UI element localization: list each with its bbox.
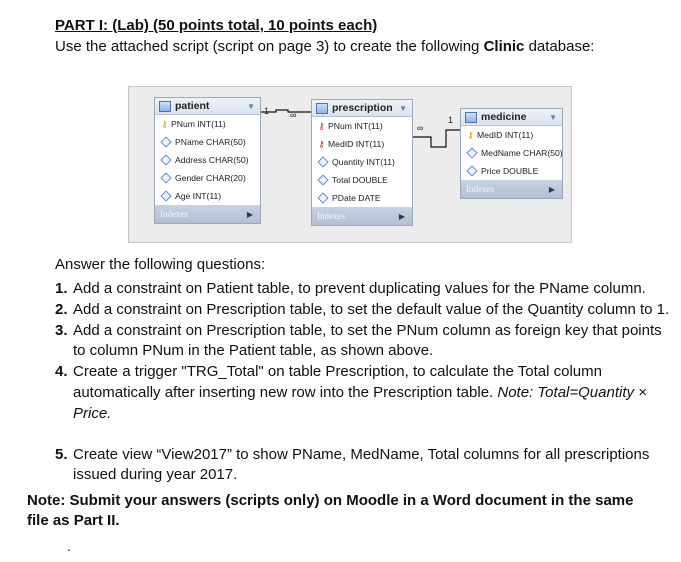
table-column-row: PDate DATE — [312, 189, 412, 207]
prescription-table-header[interactable] — [312, 100, 412, 117]
foreign-key-icon: ⚷ — [318, 120, 325, 131]
patient-table-name: patient — [175, 100, 210, 112]
table-column-row: ⚷ PNum INT(11) — [318, 120, 383, 131]
primary-key-icon: ⚷ — [467, 129, 474, 140]
formula-note: Note: Total=Quantity × Price. — [73, 383, 647, 422]
primary-key-icon: ⚷ — [161, 118, 168, 129]
table-icon — [316, 103, 328, 114]
table-column-row: ⚷ PNum INT(11) — [161, 118, 226, 129]
question-item: 2. Add a constraint on Prescription table, to set the default value of the Quantity column to 1. — [55, 300, 670, 318]
table-column-row: Total DOUBLE — [312, 171, 412, 189]
column-diamond-icon — [317, 156, 328, 167]
table-column-row: PName CHAR(50) — [155, 133, 260, 151]
medicine-table-header[interactable] — [461, 109, 562, 126]
column-diamond-icon — [160, 190, 171, 201]
table-icon — [159, 101, 171, 112]
table-column-row: Price DOUBLE — [461, 162, 562, 180]
expand-arrow-icon[interactable]: ▶ — [246, 209, 253, 219]
table-column-row: ⚷ MedID INT(11) — [318, 138, 385, 149]
medicine-indexes-footer[interactable]: Indexes ▶ — [461, 180, 562, 198]
table-column-row: Age INT(11) — [155, 187, 260, 205]
table-column-row: ⚷ MedID INT(11) — [467, 129, 534, 140]
column-diamond-icon — [317, 192, 328, 203]
question-item: 4. Create a trigger "TRG_Total" on table Prescription, to calculate the Total column automatically after inserting new row into the Prescription table. Note: Total=Quantity × Price. — [55, 363, 647, 422]
questions-list — [55, 279, 675, 486]
prescription-indexes-footer[interactable]: Indexes ▶ — [312, 207, 412, 225]
patient-cardinality-one: 1 — [264, 106, 270, 116]
question-item: 3. Add a constraint on Prescription table, to set the PNum column as foreign key that points to column PNum in the Patient table, as shown above. — [55, 321, 662, 360]
table-column-row: Address CHAR(50) — [155, 151, 260, 169]
medicine-cardinality-one: 1 — [448, 115, 454, 125]
expand-arrow-icon[interactable]: ▶ — [548, 184, 555, 194]
prescription-table[interactable] — [311, 99, 413, 226]
table-column-row: Quantity INT(11) — [312, 153, 412, 171]
table-icon — [465, 112, 477, 123]
trailing-mark: . — [67, 538, 71, 554]
medicine-table-name: medicine — [481, 111, 527, 123]
expand-arrow-icon[interactable]: ▶ — [398, 211, 405, 221]
dropdown-triangle-icon[interactable]: ▼ — [549, 112, 557, 122]
part-title: PART I: (Lab) (50 points total, 10 points each) — [55, 17, 378, 34]
patient-columns — [155, 115, 260, 205]
column-diamond-icon — [466, 165, 477, 176]
patient-cardinality-many: ∞ — [290, 110, 297, 120]
submission-note: Note: Submit your answers (scripts only) on Moodle in a Word document in the same file as Part II. — [27, 492, 634, 529]
table-column-row: Gender CHAR(20) — [155, 169, 260, 187]
medicine-columns — [461, 126, 562, 180]
question-item: 5. Create view “View2017” to show PName, MedName, Total columns for all prescriptions issued during year 2017. — [55, 445, 650, 484]
column-diamond-icon — [160, 172, 171, 183]
prescription-columns — [312, 117, 412, 207]
patient-table[interactable] — [154, 97, 261, 224]
table-column-row: MedName CHAR(50) — [461, 144, 562, 162]
question-item: 1. Add a constraint on Patient table, to prevent duplicating values for the PName column. — [55, 280, 646, 297]
dropdown-triangle-icon[interactable]: ▼ — [247, 101, 255, 111]
dropdown-triangle-icon[interactable]: ▼ — [399, 103, 407, 113]
prescription-table-name: prescription — [332, 102, 393, 114]
er-diagram — [128, 86, 572, 243]
patient-table-header[interactable] — [155, 98, 260, 115]
medicine-cardinality-many: ∞ — [417, 123, 424, 133]
questions-heading: Answer the following questions: — [55, 256, 266, 273]
column-diamond-icon — [160, 136, 171, 147]
patient-indexes-footer[interactable]: Indexes ▶ — [155, 205, 260, 223]
medicine-table[interactable] — [460, 108, 563, 199]
column-diamond-icon — [160, 154, 171, 165]
foreign-key-icon: ⚷ — [318, 138, 325, 149]
column-diamond-icon — [466, 147, 477, 158]
column-diamond-icon — [317, 174, 328, 185]
intro-text: Use the attached script (script on page 3) to create the following Clinic database: — [55, 38, 595, 55]
